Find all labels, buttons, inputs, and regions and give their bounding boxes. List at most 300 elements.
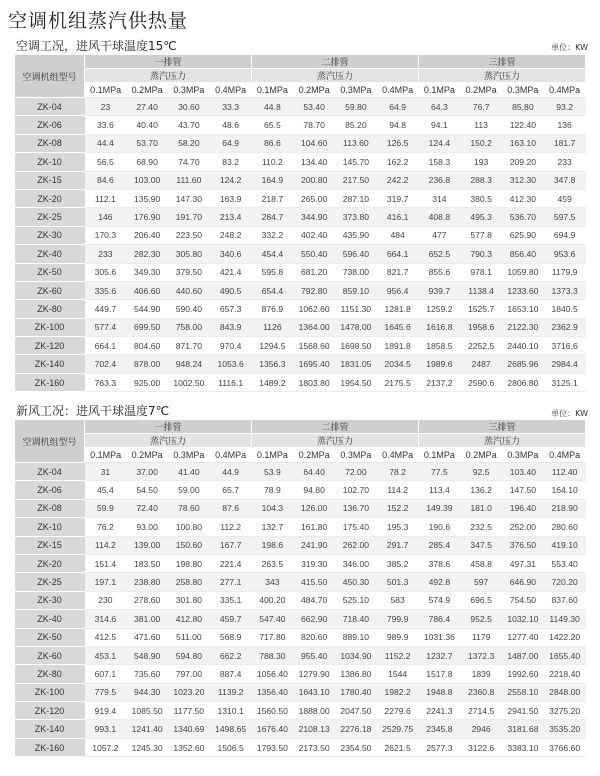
value-cell: 804.60 — [126, 337, 168, 355]
pressure-level-header: 0.1MPa — [252, 83, 294, 98]
value-cell: 681.20 — [293, 263, 335, 281]
value-cell: 1277.40 — [502, 628, 544, 646]
value-cell: 335.1 — [210, 591, 252, 609]
value-cell: 1241.40 — [126, 720, 168, 738]
value-cell: 314 — [419, 189, 461, 207]
value-cell: 1340.69 — [168, 720, 210, 738]
value-cell: 381.00 — [126, 610, 168, 628]
value-cell: 525.10 — [335, 591, 377, 609]
value-cell: 163.9 — [210, 189, 252, 207]
value-cell: 136 — [544, 116, 586, 134]
value-cell: 218.7 — [252, 189, 294, 207]
group-header-row-3: 三排管 — [419, 420, 586, 434]
value-cell: 597.5 — [544, 208, 586, 226]
value-cell: 340.6 — [210, 245, 252, 263]
model-cell: ZK-80 — [15, 300, 85, 318]
value-cell: 3125.1 — [544, 373, 586, 391]
value-cell: 797.00 — [168, 665, 210, 683]
value-cell: 78.2 — [377, 463, 419, 481]
value-cell: 646.90 — [502, 573, 544, 591]
value-cell: 1279.90 — [293, 665, 335, 683]
value-cell: 2354.50 — [335, 738, 377, 756]
value-cell: 347.8 — [544, 171, 586, 189]
value-cell: 164.10 — [544, 481, 586, 499]
model-cell: ZK-40 — [15, 245, 85, 263]
value-cell: 2946 — [460, 720, 502, 738]
value-cell: 84.6 — [85, 171, 127, 189]
value-cell: 284.7 — [252, 208, 294, 226]
value-cell: 577.8 — [460, 226, 502, 244]
value-cell: 511.00 — [168, 628, 210, 646]
value-cell: 471.60 — [126, 628, 168, 646]
value-cell: 238.80 — [126, 573, 168, 591]
value-cell: 501.3 — [377, 573, 419, 591]
value-cell: 1992.60 — [502, 665, 544, 683]
value-cell: 198.80 — [168, 554, 210, 572]
value-cell: 64.3 — [419, 98, 461, 116]
value-cell: 484.70 — [293, 591, 335, 609]
value-cell: 347.5 — [460, 536, 502, 554]
value-cell: 94.1 — [419, 116, 461, 134]
value-cell: 2122.30 — [502, 318, 544, 336]
table-row — [15, 646, 586, 664]
value-cell: 459 — [544, 189, 586, 207]
table-row — [15, 116, 586, 134]
value-cell: 241.90 — [293, 536, 335, 554]
value-cell: 1643.10 — [293, 683, 335, 701]
value-cell: 181.0 — [460, 499, 502, 517]
model-cell: ZK-160 — [15, 738, 85, 756]
pressure-level-header: 0.3MPa — [168, 448, 210, 463]
value-cell: 136.70 — [335, 499, 377, 517]
value-cell: 126.5 — [377, 134, 419, 152]
table-row — [15, 738, 586, 756]
value-cell: 113.4 — [419, 481, 461, 499]
value-cell: 150.60 — [168, 536, 210, 554]
value-cell: 23 — [85, 98, 127, 116]
table-row — [15, 463, 586, 481]
value-cell: 2279.6 — [377, 702, 419, 720]
table-row — [15, 702, 586, 720]
value-cell: 654.4 — [252, 281, 294, 299]
value-cell: 233 — [85, 245, 127, 263]
value-cell: 124.2 — [210, 171, 252, 189]
value-cell: 406.60 — [126, 281, 168, 299]
value-cell: 717.80 — [252, 628, 294, 646]
value-cell: 162.2 — [377, 153, 419, 171]
value-cell: 412.5 — [85, 628, 127, 646]
value-cell: 574.9 — [419, 591, 461, 609]
value-cell: 1954.50 — [335, 373, 377, 391]
value-cell: 285.4 — [419, 536, 461, 554]
value-cell: 31 — [85, 463, 127, 481]
value-cell: 312.30 — [502, 171, 544, 189]
value-cell: 597 — [460, 573, 502, 591]
model-cell: ZK-08 — [15, 134, 85, 152]
value-cell: 786.4 — [419, 610, 461, 628]
model-cell: ZK-120 — [15, 337, 85, 355]
value-cell: 175.40 — [335, 518, 377, 536]
table-row — [15, 208, 586, 226]
value-cell: 33.3 — [210, 98, 252, 116]
value-cell: 1989.6 — [419, 355, 461, 373]
value-cell: 65.5 — [252, 116, 294, 134]
value-cell: 2487 — [460, 355, 502, 373]
value-cell: 277.1 — [210, 573, 252, 591]
value-cell: 1031.36 — [419, 628, 461, 646]
value-cell: 402.40 — [293, 226, 335, 244]
value-cell: 2362.9 — [544, 318, 586, 336]
value-cell: 1179.9 — [544, 263, 586, 281]
value-cell: 53.40 — [293, 98, 335, 116]
value-cell: 2577.3 — [419, 738, 461, 756]
value-cell: 110.2 — [252, 153, 294, 171]
value-cell: 93.2 — [544, 98, 586, 116]
value-cell: 161.80 — [293, 518, 335, 536]
value-cell: 344.90 — [293, 208, 335, 226]
value-cell: 1356.40 — [252, 683, 294, 701]
value-cell: 1858.5 — [419, 337, 461, 355]
value-cell: 1023.20 — [168, 683, 210, 701]
value-cell: 484 — [377, 226, 419, 244]
value-cell: 124.4 — [419, 134, 461, 152]
value-cell: 48.6 — [210, 116, 252, 134]
value-cell: 1259.2 — [419, 300, 461, 318]
value-cell: 68.90 — [126, 153, 168, 171]
pressure-level-header: 0.3MPa — [335, 83, 377, 98]
value-cell: 1676.40 — [252, 720, 294, 738]
value-cell: 763.3 — [85, 373, 127, 391]
table-row — [15, 189, 586, 207]
group-header-row-2: 二排管 — [252, 55, 419, 69]
value-cell: 1645.6 — [377, 318, 419, 336]
pressure-level-header: 0.1MPa — [419, 83, 461, 98]
value-cell: 379.50 — [168, 263, 210, 281]
value-cell: 278.60 — [126, 591, 168, 609]
value-cell: 2529.75 — [377, 720, 419, 738]
value-cell: 454.4 — [252, 245, 294, 263]
value-cell: 400.20 — [252, 591, 294, 609]
value-cell: 3535.20 — [544, 720, 586, 738]
section-1-condition: 空调工况，进风干球温度15℃ — [16, 39, 177, 53]
value-cell: 170.3 — [85, 226, 127, 244]
value-cell: 1616.8 — [419, 318, 461, 336]
value-cell: 43.70 — [168, 116, 210, 134]
value-cell: 376.50 — [502, 536, 544, 554]
value-cell: 197.1 — [85, 573, 127, 591]
value-cell: 78.9 — [252, 481, 294, 499]
model-cell: ZK-60 — [15, 281, 85, 299]
model-cell: ZK-80 — [15, 665, 85, 683]
value-cell: 195.3 — [377, 518, 419, 536]
value-cell: 217.50 — [335, 171, 377, 189]
value-cell: 2034.5 — [377, 355, 419, 373]
value-cell: 820.60 — [293, 628, 335, 646]
value-cell: 458.8 — [460, 554, 502, 572]
value-cell: 230 — [85, 591, 127, 609]
value-cell: 64.9 — [377, 98, 419, 116]
table-row — [15, 263, 586, 281]
value-cell: 37.00 — [126, 463, 168, 481]
value-cell: 3122.6 — [460, 738, 502, 756]
pressure-level-header: 0.4MPa — [544, 448, 586, 463]
value-cell: 122.40 — [502, 116, 544, 134]
group-header-row-2: 二排管 — [252, 420, 419, 434]
model-cell: ZK-50 — [15, 263, 85, 281]
value-cell: 1085.50 — [126, 702, 168, 720]
value-cell: 248.2 — [210, 226, 252, 244]
value-cell: 223.50 — [168, 226, 210, 244]
value-cell: 1958.6 — [460, 318, 502, 336]
value-cell: 553.40 — [544, 554, 586, 572]
value-cell: 83.2 — [210, 153, 252, 171]
pressure-level-header: 0.1MPa — [252, 448, 294, 463]
pressure-level-header: 0.3MPa — [168, 83, 210, 98]
value-cell: 953.6 — [544, 245, 586, 263]
value-cell: 233 — [544, 153, 586, 171]
value-cell: 149.39 — [419, 499, 461, 517]
value-cell: 1233.60 — [502, 281, 544, 299]
value-cell: 2345.8 — [419, 720, 461, 738]
model-cell: ZK-15 — [15, 171, 85, 189]
value-cell: 1839 — [460, 665, 502, 683]
value-cell: 1888.00 — [293, 702, 335, 720]
value-cell: 146 — [85, 208, 127, 226]
value-cell: 1364.00 — [293, 318, 335, 336]
value-cell: 2590.6 — [460, 373, 502, 391]
value-cell: 114.2 — [377, 481, 419, 499]
value-cell: 419.10 — [544, 536, 586, 554]
value-cell: 378.6 — [419, 554, 461, 572]
value-cell: 305.6 — [85, 263, 127, 281]
value-cell: 1655.40 — [544, 646, 586, 664]
value-cell: 1948.8 — [419, 683, 461, 701]
value-cell: 291.7 — [377, 536, 419, 554]
value-cell: 1232.7 — [419, 646, 461, 664]
value-cell: 126.00 — [293, 499, 335, 517]
model-column-header: 空调机组型号 — [15, 420, 85, 463]
value-cell: 1489.2 — [252, 373, 294, 391]
value-cell: 56.5 — [85, 153, 127, 171]
value-cell: 453.1 — [85, 646, 127, 664]
value-cell: 135.90 — [126, 189, 168, 207]
value-cell: 1498.65 — [210, 720, 252, 738]
value-cell: 1487.00 — [502, 646, 544, 664]
table-row — [15, 683, 586, 701]
value-cell: 385.2 — [377, 554, 419, 572]
value-cell: 1177.50 — [168, 702, 210, 720]
value-cell: 1356.3 — [252, 355, 294, 373]
value-cell: 412.30 — [502, 189, 544, 207]
value-cell: 1179 — [460, 628, 502, 646]
value-cell: 44.4 — [85, 134, 127, 152]
pressure-level-header: 0.2MPa — [460, 448, 502, 463]
pressure-level-header: 0.2MPa — [460, 83, 502, 98]
value-cell: 1138.4 — [460, 281, 502, 299]
value-cell: 1245.30 — [126, 738, 168, 756]
value-cell: 53.70 — [126, 134, 168, 152]
value-cell: 435.90 — [335, 226, 377, 244]
value-cell: 859.10 — [335, 281, 377, 299]
value-cell: 218.90 — [544, 499, 586, 517]
value-cell: 477 — [419, 226, 461, 244]
value-cell: 1057.2 — [85, 738, 127, 756]
value-cell: 92.5 — [460, 463, 502, 481]
value-cell: 790.3 — [460, 245, 502, 263]
value-cell: 779.5 — [85, 683, 127, 701]
value-cell: 59.9 — [85, 499, 127, 517]
value-cell: 952.5 — [460, 610, 502, 628]
value-cell: 408.8 — [419, 208, 461, 226]
value-cell: 1126 — [252, 318, 294, 336]
value-cell: 100.80 — [168, 518, 210, 536]
value-cell: 1281.8 — [377, 300, 419, 318]
value-cell: 167.7 — [210, 536, 252, 554]
value-cell: 1478.00 — [335, 318, 377, 336]
model-cell: ZK-20 — [15, 189, 85, 207]
value-cell: 788.30 — [252, 646, 294, 664]
value-cell: 45.4 — [85, 481, 127, 499]
pressure-header: 蒸汽压力 — [419, 434, 586, 448]
value-cell: 65.7 — [210, 481, 252, 499]
value-cell: 2252.5 — [460, 337, 502, 355]
value-cell: 1560.50 — [252, 702, 294, 720]
value-cell: 78.70 — [293, 116, 335, 134]
value-cell: 696.5 — [460, 591, 502, 609]
value-cell: 978.1 — [460, 263, 502, 281]
value-cell: 113 — [460, 116, 502, 134]
value-cell: 843.9 — [210, 318, 252, 336]
value-cell: 594.80 — [168, 646, 210, 664]
value-cell: 2173.50 — [293, 738, 335, 756]
value-cell: 547.40 — [252, 610, 294, 628]
value-cell: 595.8 — [252, 263, 294, 281]
value-cell: 878.00 — [126, 355, 168, 373]
value-cell: 2848.00 — [544, 683, 586, 701]
value-cell: 319.30 — [293, 554, 335, 572]
value-cell: 258.80 — [168, 573, 210, 591]
value-cell: 164.9 — [252, 171, 294, 189]
model-cell: ZK-08 — [15, 499, 85, 517]
value-cell: 2941.50 — [502, 702, 544, 720]
value-cell: 206.40 — [126, 226, 168, 244]
model-cell: ZK-10 — [15, 153, 85, 171]
value-cell: 1803.80 — [293, 373, 335, 391]
model-cell: ZK-15 — [15, 536, 85, 554]
value-cell: 662.90 — [293, 610, 335, 628]
model-cell: ZK-25 — [15, 208, 85, 226]
model-cell: ZK-30 — [15, 226, 85, 244]
value-cell: 440.60 — [168, 281, 210, 299]
value-cell: 59.80 — [335, 98, 377, 116]
value-cell: 1698.50 — [335, 337, 377, 355]
value-cell: 694.9 — [544, 226, 586, 244]
table-row — [15, 281, 586, 299]
value-cell: 495.3 — [460, 208, 502, 226]
value-cell: 837.60 — [544, 591, 586, 609]
value-cell: 1152.2 — [377, 646, 419, 664]
model-column-header: 空调机组型号 — [15, 55, 85, 98]
value-cell: 85.20 — [335, 116, 377, 134]
table-row — [15, 171, 586, 189]
pressure-level-header: 0.2MPa — [293, 83, 335, 98]
value-cell: 104.3 — [252, 499, 294, 517]
group-header-row-1: 一排管 — [85, 420, 252, 434]
value-cell: 200.80 — [293, 171, 335, 189]
value-cell: 158.3 — [419, 153, 461, 171]
pressure-level-header: 0.4MPa — [210, 448, 252, 463]
value-cell: 1056.40 — [252, 665, 294, 683]
value-cell: 40.40 — [126, 116, 168, 134]
value-cell: 332.2 — [252, 226, 294, 244]
table-row — [15, 573, 586, 591]
value-cell: 305.80 — [168, 245, 210, 263]
value-cell: 147.30 — [168, 189, 210, 207]
value-cell: 93.00 — [126, 518, 168, 536]
value-cell: 821.7 — [377, 263, 419, 281]
table-row — [15, 591, 586, 609]
value-cell: 1373.3 — [544, 281, 586, 299]
value-cell: 855.6 — [419, 263, 461, 281]
model-cell: ZK-120 — [15, 702, 85, 720]
value-cell: 72.40 — [126, 499, 168, 517]
pressure-level-header: 0.2MPa — [126, 83, 168, 98]
value-cell: 87.6 — [210, 499, 252, 517]
value-cell: 925.00 — [126, 373, 168, 391]
value-cell: 236.8 — [419, 171, 461, 189]
value-cell: 664.1 — [377, 245, 419, 263]
model-cell: ZK-140 — [15, 720, 85, 738]
value-cell: 412.80 — [168, 610, 210, 628]
value-cell: 2218.40 — [544, 665, 586, 683]
value-cell: 544.90 — [126, 300, 168, 318]
value-cell: 1793.50 — [252, 738, 294, 756]
value-cell: 1780.40 — [335, 683, 377, 701]
value-cell: 944.30 — [126, 683, 168, 701]
value-cell: 2806.80 — [502, 373, 544, 391]
value-cell: 1517.8 — [419, 665, 461, 683]
value-cell: 754.50 — [502, 591, 544, 609]
model-cell: ZK-160 — [15, 373, 85, 391]
value-cell: 1116.1 — [210, 373, 252, 391]
value-cell: 319.7 — [377, 189, 419, 207]
value-cell: 113.60 — [335, 134, 377, 152]
value-cell: 2440.10 — [502, 337, 544, 355]
table-row — [15, 245, 586, 263]
value-cell: 30.60 — [168, 98, 210, 116]
value-cell: 1002.50 — [168, 373, 210, 391]
value-cell: 196.40 — [502, 499, 544, 517]
value-cell: 72.00 — [335, 463, 377, 481]
value-cell: 181.7 — [544, 134, 586, 152]
table-row — [15, 134, 586, 152]
table-row — [15, 318, 586, 336]
value-cell: 44.8 — [252, 98, 294, 116]
value-cell: 76.7 — [460, 98, 502, 116]
value-cell: 94.80 — [293, 481, 335, 499]
value-cell: 577.4 — [85, 318, 127, 336]
value-cell: 132.7 — [252, 518, 294, 536]
value-cell: 416.1 — [377, 208, 419, 226]
value-cell: 3716.6 — [544, 337, 586, 355]
value-cell: 939.7 — [419, 281, 461, 299]
value-cell: 213.4 — [210, 208, 252, 226]
value-cell: 2714.5 — [460, 702, 502, 720]
value-cell: 568.9 — [210, 628, 252, 646]
value-cell: 1053.6 — [210, 355, 252, 373]
value-cell: 209.20 — [502, 153, 544, 171]
value-cell: 163.10 — [502, 134, 544, 152]
